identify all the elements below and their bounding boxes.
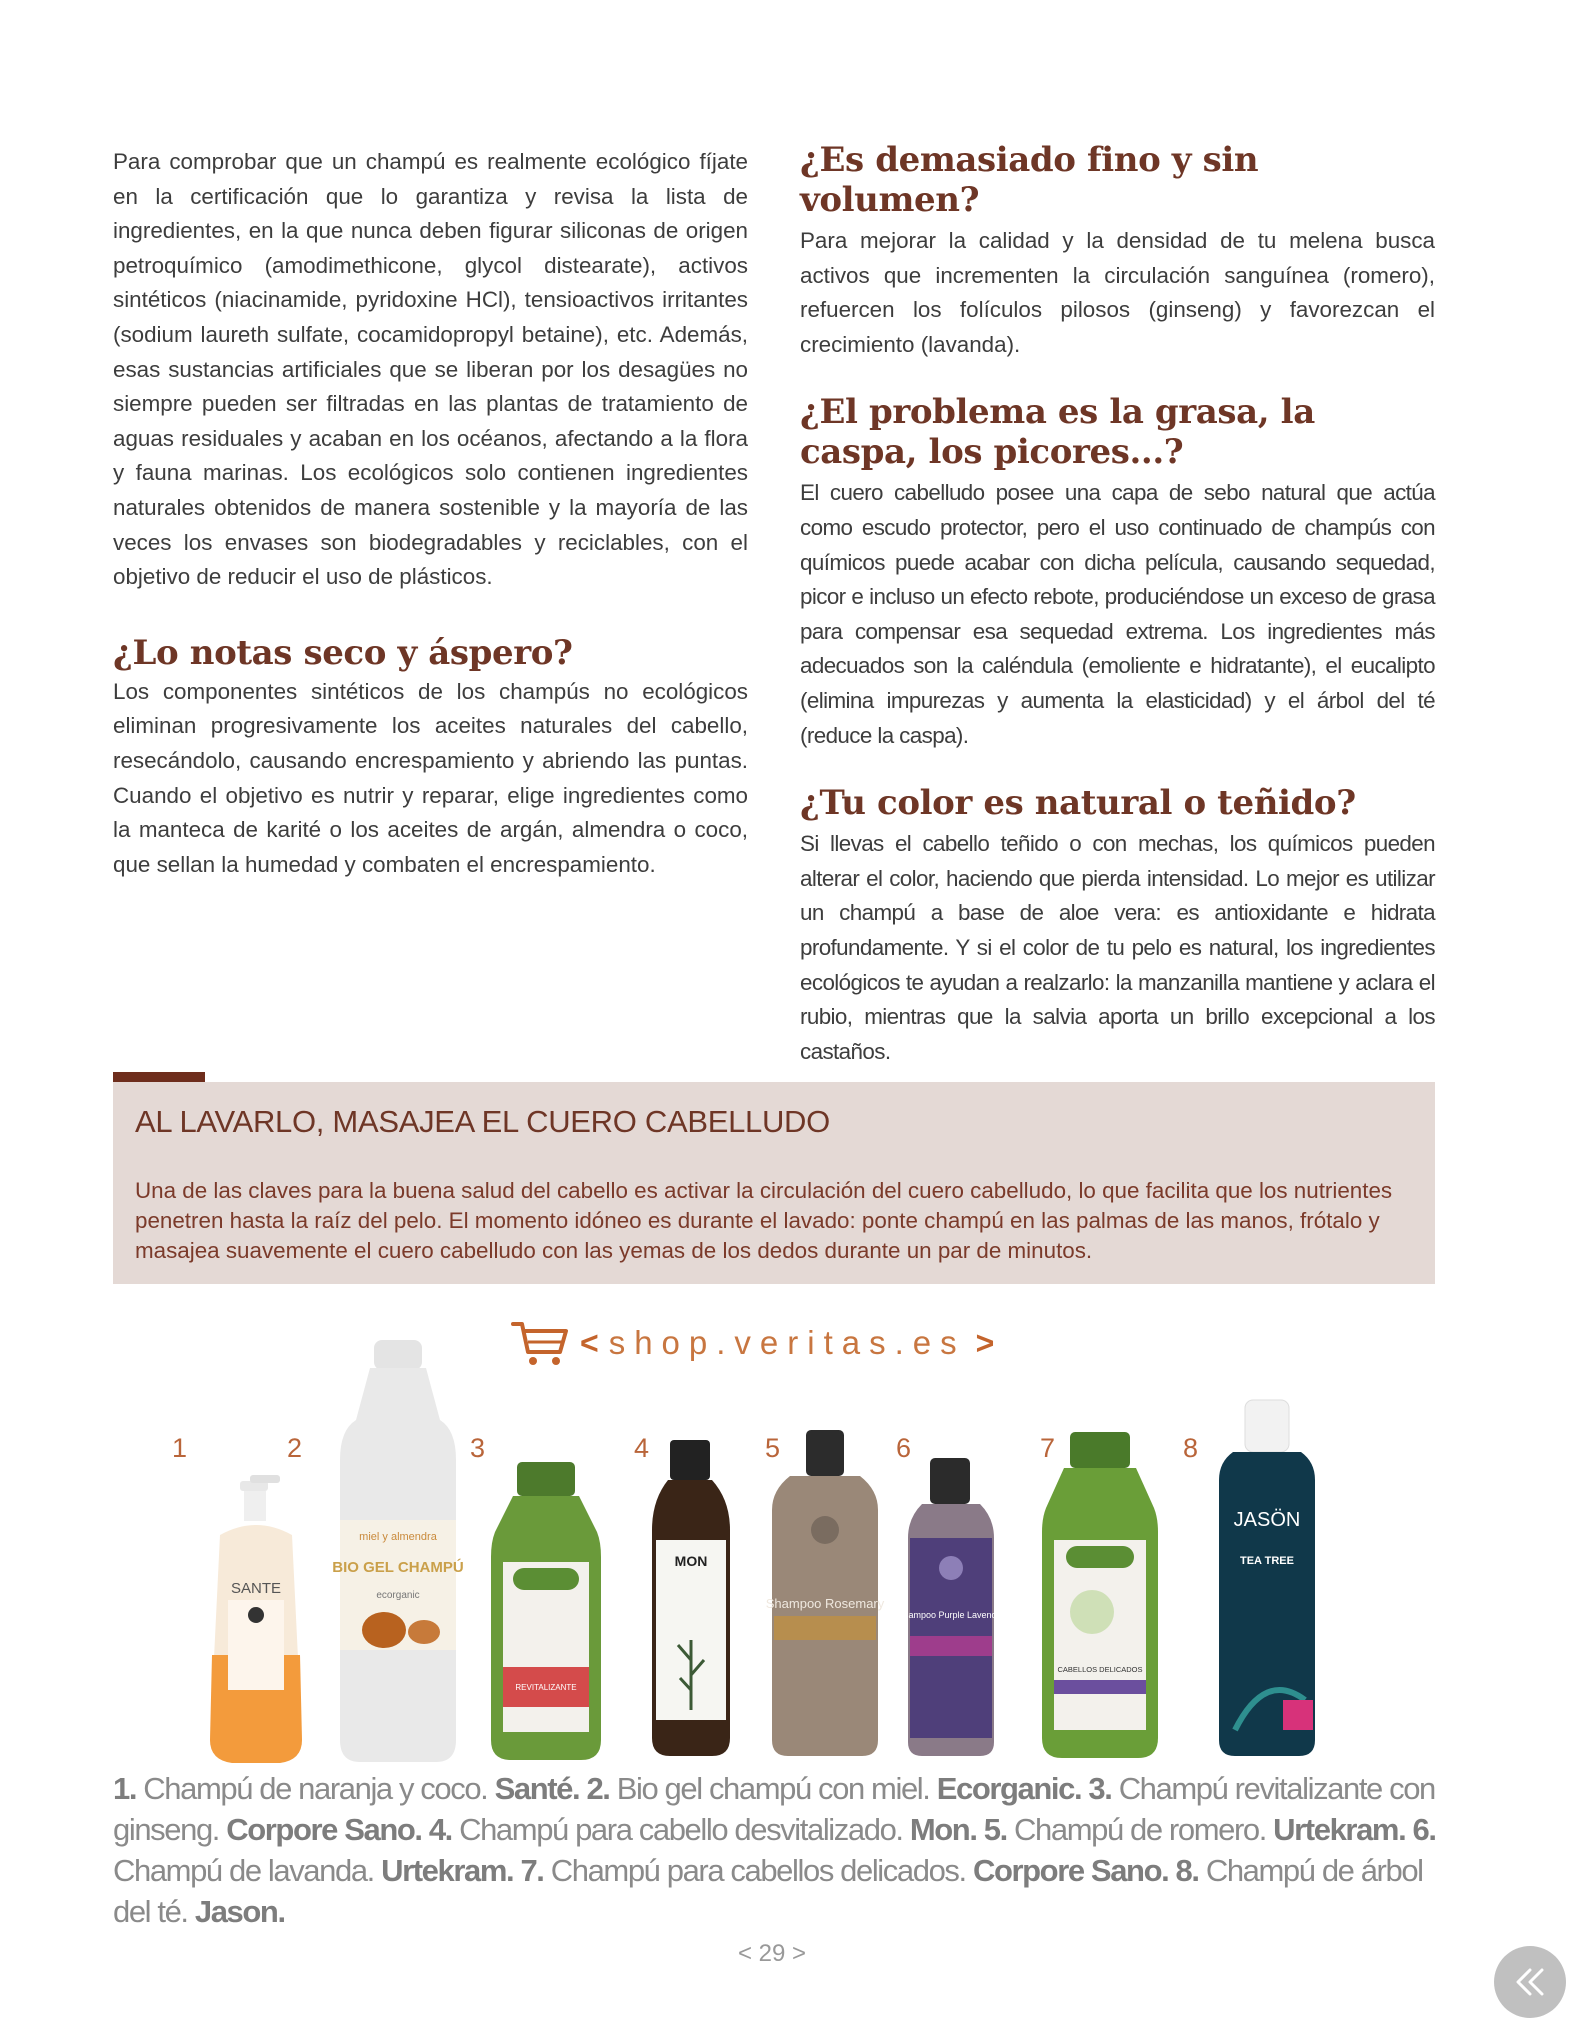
product-5-urtekram-rosemary-bottle — [765, 1430, 885, 1758]
caption-item: 5. Champú de romero. Urtekram. — [976, 1812, 1406, 1847]
product-number-3: 3 — [470, 1433, 486, 1463]
svg-text:CABELLOS DELICADOS: CABELLOS DELICADOS — [1057, 1665, 1143, 1674]
product-6-urtekram-lavender-bottle — [897, 1458, 1005, 1758]
shop-link[interactable] — [510, 1315, 1004, 1371]
svg-text:JASÖN: JASÖN — [1233, 1509, 1301, 1531]
svg-text:SANTE: SANTE — [230, 1580, 282, 1597]
svg-text:ecorganic: ecorganic — [376, 1590, 420, 1601]
svg-text:Shampoo Rosemary: Shampoo Rosemary — [765, 1596, 885, 1611]
product-number-1: 1 — [172, 1433, 188, 1463]
fine-hair-paragraph: Para mejorar la calidad y la densidad de tu melena busca activos que incrementen la circulación sanguínea (romero), refuercen los folículos pilosos (ginseng) y favorezcan el crecimiento (lavanda). — [800, 228, 1435, 357]
shop-url: shop.veritas.es — [608, 1324, 966, 1361]
shop-close-bracket: > — [975, 1324, 995, 1361]
color-paragraph: Si llevas el cabello teñido o con mechas, los químicos pueden alterar el color, haciendo que pierda intensidad. Lo mejor es utilizar un champú a base de aloe vera: es antioxidante e hidrata profundamente. Y si el color de tu pelo es natural, los ingredientes ecológicos te ayudan a realzarlo: la manzanilla mantiene y aclara el rubio, mientras que la salvia aporta un brillo excepcional a los castaños. — [800, 831, 1435, 1064]
products-caption — [113, 1768, 1443, 1932]
caption-item: 8. Champú de árbol del té. Jason. — [113, 1853, 1423, 1929]
product-number-6: 6 — [896, 1433, 912, 1463]
left-column — [113, 145, 748, 882]
grease-paragraph: El cuero cabelludo posee una capa de sebo natural que actúa como escudo protector, pero el uso continuado de champús con químicos puede acabar con dicha película, causando sequedad, picor e incluso un efecto rebote, produciéndose un exceso de grasa para compensar esa sequedad extrema. Los ingredientes más adecuados son la caléndula (emoliente e hidratante), el eucalipto (elimina impurezas y aumenta la elasticidad) y el árbol del té (reduce la caspa). — [800, 480, 1435, 748]
tip-box-title: AL LAVARLO, MASAJEA EL CUERO CABELLUDO — [135, 1104, 830, 1139]
heading-color: ¿Tu color es natural o teñido? — [800, 783, 1356, 824]
tip-box-text: Una de las claves para la buena salud del cabello es activar la circulación del cuero cabelludo, lo que facilita que los nutrientes penetren hasta la raíz del pelo. El momento idóneo es durante el lavado: ponte champú en las palmas de las manos, frótalo y masajea suavemente el cuero cabelludo con las yemas de los dedos durante un par de minutos. — [135, 1178, 1393, 1263]
caption-item: 6. Champú de lavanda. Urtekram. — [113, 1812, 1436, 1888]
svg-text:miel y almendra: miel y almendra — [359, 1531, 437, 1543]
page-number: < 29 > — [738, 1940, 807, 1967]
caption-item: 1. Champú de naranja y coco. Santé. — [113, 1771, 580, 1806]
heading-dry-hair: ¿Lo notas seco y áspero? — [113, 632, 573, 673]
heading-grease: ¿El problema es la grasa, la caspa, los picores...? — [800, 392, 1315, 473]
product-7-corpore-sano-bottle — [1040, 1432, 1160, 1760]
box-accent-bar — [113, 1072, 205, 1082]
caption-item: 2. Bio gel champú con miel. Ecorganic. — [579, 1771, 1082, 1806]
product-8-jason-bottle — [1215, 1400, 1319, 1758]
caption-item: 3. Champú revitalizante con ginseng. Corpore Sano. — [113, 1771, 1435, 1847]
product-3-corpore-sano-bottle — [489, 1462, 603, 1762]
product-number-5: 5 — [765, 1433, 781, 1463]
cart-icon — [510, 1318, 570, 1368]
product-number-7: 7 — [1040, 1433, 1056, 1463]
svg-text:MON: MON — [674, 1553, 708, 1569]
tip-box — [113, 1082, 1435, 1284]
dry-hair-paragraph: Los componentes sintéticos de los champús no ecológicos eliminan progresivamente los aceites naturales del cabello, resecándolo, causando encrespamiento y abriendo las puntas. Cuando el objetivo es nutrir y reparar, elige ingredientes como la manteca de karité o los aceites de argán, almendra o coco, que sellan la humedad y combaten el encrespamiento. — [113, 678, 748, 877]
intro-paragraph: Para comprobar que un champú es realmente ecológico fíjate en la certificación que lo garantiza y revisa la lista de ingredientes, en la que nunca deben figurar siliconas de origen petroquímico (amodimethicone, glycol distearate), activos sintéticos (niacinamide, pyridoxine HCl), tensioactivos irritantes (sodium laureth sulfate, cocamidopropyl betaine), etc. Además, esas sustancias artificiales que se liberan por los desagües no siempre pueden ser filtradas en las plantas de tratamiento de aguas residuales y acaban en los océanos, afectando a la flora y fauna marinas. Los ecológicos solo contienen ingredientes naturales obtenidos de manera sostenible y la mayoría de las veces los envases son biodegradables y reciclables, con el objetivo de reducir el uso de plásticos. — [113, 149, 748, 590]
product-2-ecorganic-bottle — [332, 1340, 464, 1764]
svg-text:Shampoo Purple Lavender: Shampoo Purple Lavender — [897, 1610, 1005, 1620]
product-1-sante-bottle — [200, 1475, 312, 1765]
svg-text:BIO GEL CHAMPÚ: BIO GEL CHAMPÚ — [332, 1559, 464, 1576]
product-number-2: 2 — [287, 1433, 303, 1463]
svg-text:TEA TREE: TEA TREE — [1240, 1555, 1294, 1567]
svg-text:REVITALIZANTE: REVITALIZANTE — [515, 1683, 577, 1692]
caption-item: 7. Champú para cabellos delicados. Corpore Sano. — [513, 1853, 1169, 1888]
product-number-8: 8 — [1183, 1433, 1199, 1463]
product-4-mon-bottle — [648, 1440, 734, 1758]
heading-fine-hair: ¿Es demasiado fino y sin volumen? — [800, 140, 1259, 220]
shop-open-bracket: < — [580, 1324, 599, 1361]
caption-item: 4. Champú para cabello desvitalizado. Mon. — [421, 1812, 977, 1847]
double-chevron-left-icon — [1510, 1962, 1550, 2002]
back-button[interactable] — [1494, 1946, 1566, 2018]
product-number-4: 4 — [634, 1433, 650, 1463]
right-column — [800, 140, 1435, 1069]
